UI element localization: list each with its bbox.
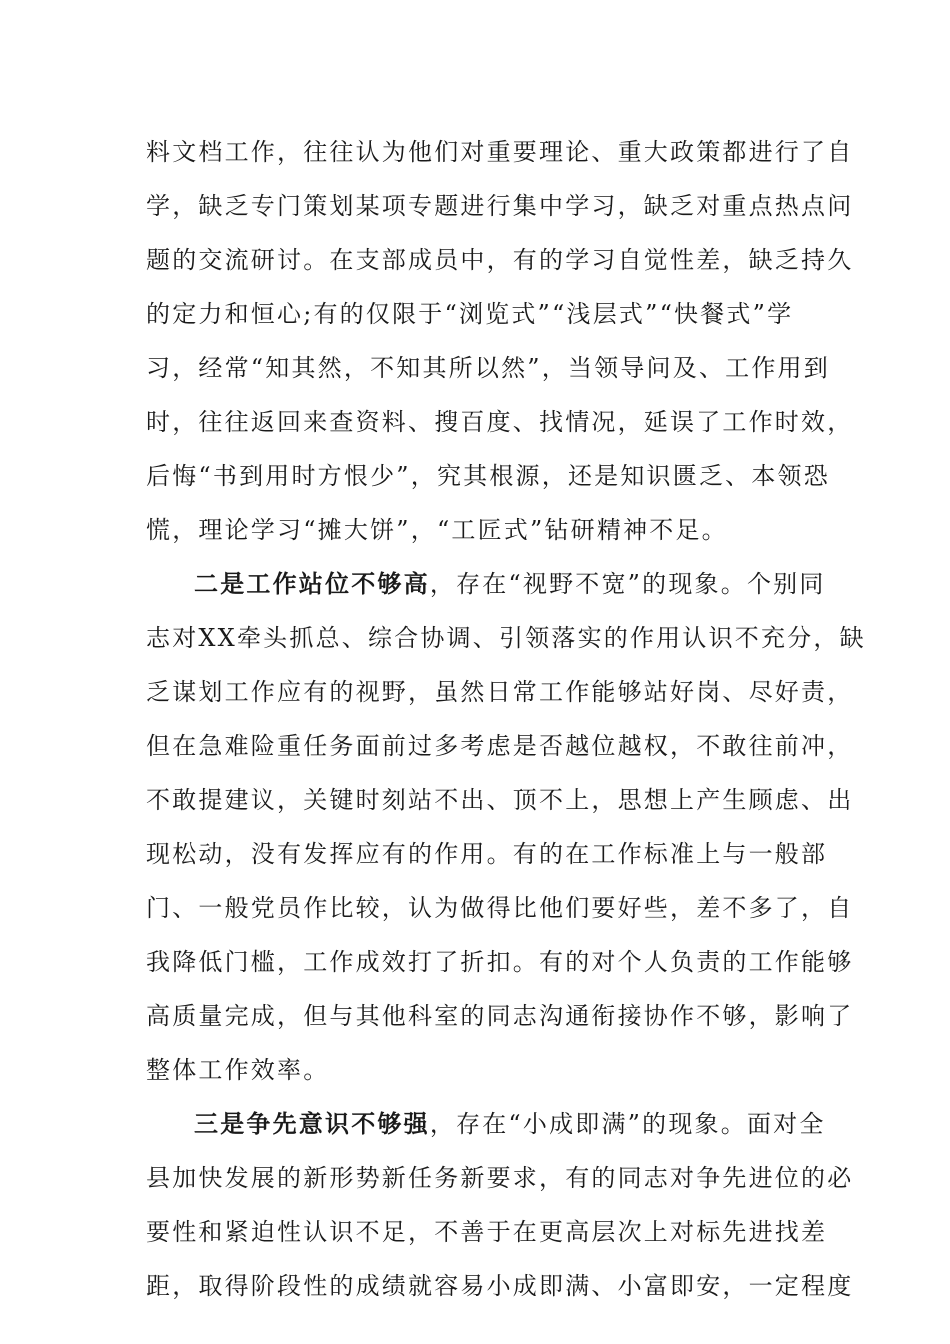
text-line: 学，缺乏专门策划某项专题进行集中学习，缺乏对重点热点问	[146, 192, 854, 220]
text-line: 我降低门槛，工作成效打了折扣。有的对个人负责的工作能够	[146, 948, 854, 976]
text-line: 县加快发展的新形势新任务新要求，有的同志对争先进位的必	[146, 1164, 854, 1192]
text-line: 现松动，没有发挥应有的作用。有的在工作标准上与一般部	[146, 840, 828, 868]
text-line: 不敢提建议，关键时刻站不出、顶不上，思想上产生顾虑、出	[146, 786, 854, 814]
text-line: 题的交流研讨。在支部成员中，有的学习自觉性差，缺乏持久	[146, 246, 854, 274]
paragraph-first-text: ，存在“小成即满”的现象。面对全	[429, 1110, 826, 1138]
text-line: 要性和紧迫性认识不足，不善于在更高层次上对标先进找差	[146, 1218, 828, 1246]
paragraph-first-line	[194, 1108, 854, 1140]
text-line: 门、一般党员作比较，认为做得比他们要好些，差不多了，自	[146, 894, 854, 922]
paragraph-first-line	[194, 568, 854, 600]
text-line: 习，经常“知其然，不知其所以然”，当领导问及、工作用到	[146, 354, 830, 382]
text-line: 志对XX牵头抓总、综合协调、引领落实的作用认识不充分，缺	[146, 624, 866, 652]
text-line: 距，取得阶段性的成绩就容易小成即满、小富即安，一定程度	[146, 1272, 854, 1300]
text-line: 整体工作效率。	[146, 1056, 330, 1084]
text-line: 后悔“书到用时方恨少”，究其根源，还是知识匮乏、本领恐	[146, 462, 830, 490]
paragraph-first-text: ，存在“视野不宽”的现象。个别同	[429, 570, 826, 598]
text-line: 慌，理论学习“摊大饼”，“工匠式”钻研精神不足。	[146, 516, 728, 544]
text-line: 时，往往返回来查资料、搜百度、找情况，延误了工作时效，	[146, 408, 854, 436]
text-line: 高质量完成，但与其他科室的同志沟通衔接协作不够，影响了	[146, 1002, 854, 1030]
paragraph-heading: 二是工作站位不够高	[194, 570, 430, 598]
text-line: 但在急难险重任务面前过多考虑是否越位越权，不敢往前冲，	[146, 732, 854, 760]
text-line: 的定力和恒心;有的仅限于“浏览式”“浅层式”“快餐式”学	[146, 300, 794, 328]
paragraph-heading: 三是争先意识不够强	[194, 1110, 430, 1138]
text-line: 乏谋划工作应有的视野，虽然日常工作能够站好岗、尽好责，	[146, 678, 854, 706]
text-line: 料文档工作，往往认为他们对重要理论、重大政策都进行了自	[146, 138, 854, 166]
